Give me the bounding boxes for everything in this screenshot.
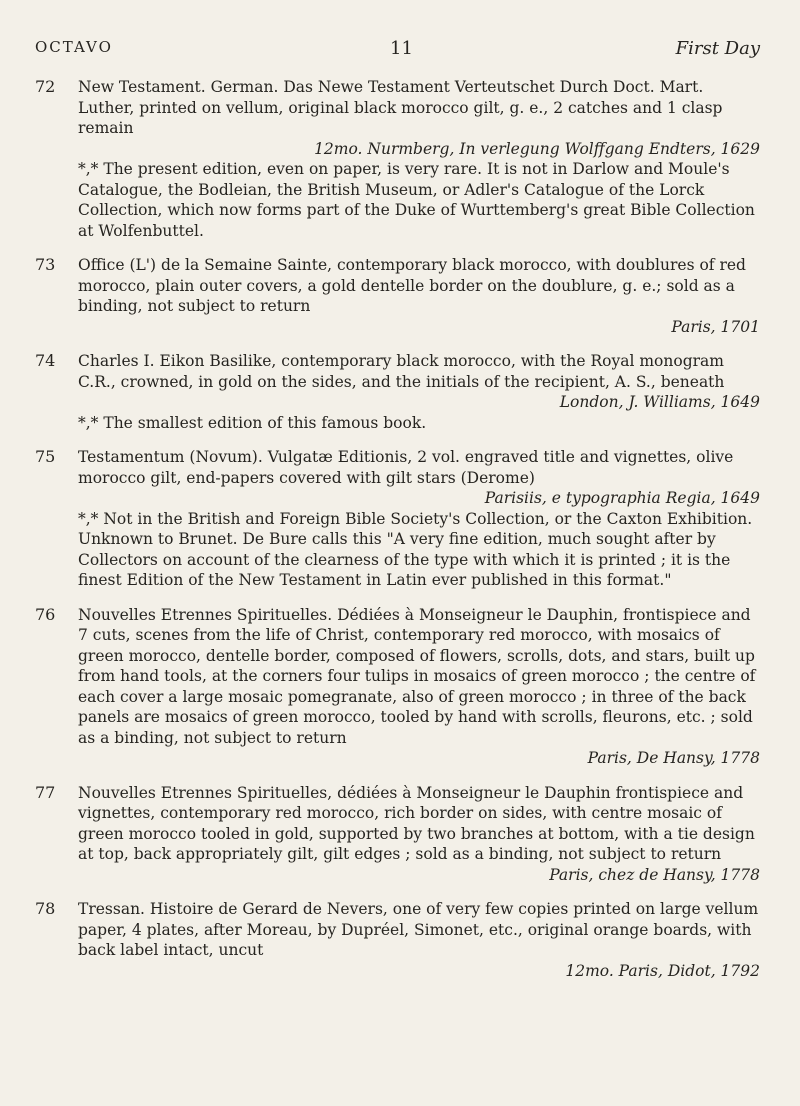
lot-description: Testamentum (Novum). Vulgatæ Editionis, 2 vol. engraved title and vignettes, olive morocco gilt, end-papers covered with gilt stars (Derome) xyxy=(78,448,734,487)
entry-list xyxy=(35,77,760,995)
lot-note: *,* The smallest edition of this famous book. xyxy=(78,413,427,432)
page-number: 11 xyxy=(390,38,413,59)
header-format: OCTAVO xyxy=(35,38,113,56)
lot-note: *,* The present edition, even on paper, is very rare. It is not in Darlow and Moule's Catalogue, the Bodleian, the British Museum, or Adler's Catalogue of the Lorck Collection, which now forms part of the Duke of Wurttemberg's great Bible Collection at Wolfenbuttel. xyxy=(78,160,755,240)
lot-number: 78 xyxy=(35,899,56,918)
catalogue-entry-72 xyxy=(35,77,760,241)
lot-description: Nouvelles Etrennes Spirituelles. Dédiées à Monseigneur le Dauphin, frontispiece and 7 cuts, scenes from the life of Christ, contemporary red morocco, with mosaics of green morocco, dentelle border, composed of flowers, scrolls, dots, and stars, built up from hand tools, at the corners four tulips in mosaics of green morocco ; the centre of each cover a large mosaic pomegranate, also of green morocco ; in three of the back panels are mosaics of green morocco, tooled by hand with scrolls, fleurons, etc. ; sold as a binding, not subject to return xyxy=(78,605,756,747)
lot-description: Tressan. Histoire de Gerard de Nevers, one of very few copies printed on large vellum paper, 4 plates, after Moreau, by Dupréel, Simonet, etc., original orange boards, with back label intact, uncut xyxy=(78,900,759,959)
lot-number: 72 xyxy=(35,77,56,96)
header-day: First Day xyxy=(675,38,760,59)
lot-imprint: 12mo. Nurmberg, In verlegung Wolffgang Endters, 1629 xyxy=(314,139,760,158)
catalogue-entry-74 xyxy=(35,351,760,433)
lot-description: Office (L') de la Semaine Sainte, contemporary black morocco, with doublures of red morocco, plain outer covers, a gold dentelle border on the doublure, g. e.; sold as a binding, not subject to return xyxy=(78,256,746,315)
catalogue-entry-73 xyxy=(35,255,760,337)
lot-number: 77 xyxy=(35,782,56,802)
lot-description: New Testament. German. Das Newe Testament Verteutschet Durch Doct. Mart. Luther, printed on vellum, original black morocco gilt, g. e., 2 catches and 1 clasp remain xyxy=(78,78,723,137)
page-header xyxy=(35,38,760,64)
lot-imprint: Paris, De Hansy, 1778 xyxy=(587,749,760,767)
lot-imprint: Parisiis, e typographia Regia, 1649 xyxy=(484,489,760,507)
lot-number: 73 xyxy=(35,255,56,274)
catalogue-entry-78 xyxy=(35,899,760,981)
lot-imprint: London, J. Williams, 1649 xyxy=(559,393,760,411)
catalogue-entry-77 xyxy=(35,783,760,886)
lot-imprint: 12mo. Paris, Didot, 1792 xyxy=(565,961,760,980)
lot-number: 76 xyxy=(35,604,56,624)
lot-imprint: Paris, chez de Hansy, 1778 xyxy=(549,865,760,884)
catalogue-entry-76 xyxy=(35,605,760,769)
catalogue-entry-75 xyxy=(35,447,760,591)
lot-description: Nouvelles Etrennes Spirituelles, dédiées à Monseigneur le Dauphin frontispiece and vignettes, contemporary red morocco, rich border on sides, with centre mosaic of green morocco tooled in gold, supported by two branches at bottom, with a tie design at top, back appropriately gilt, gilt edges ; sold as a binding, not subject to return xyxy=(78,783,755,863)
lot-imprint: Paris, 1701 xyxy=(671,317,760,336)
lot-number: 74 xyxy=(35,351,56,370)
lot-note: *,* Not in the British and Foreign Bible Society's Collection, or the Caxton Exhibition. Unknown to Brunet. De Bure calls this "A very fine edition, much sought after by Collectors on account of the clearness of the type with which it is printed ; it is the finest Edition of the New Testament in Latin ever published in this format." xyxy=(78,509,753,589)
lot-description: Charles I. Eikon Basilike, contemporary black morocco, with the Royal monogram C.R., crowned, in gold on the sides, and the initials of the recipient, A. S., beneath xyxy=(78,352,725,391)
lot-number: 75 xyxy=(35,447,56,466)
